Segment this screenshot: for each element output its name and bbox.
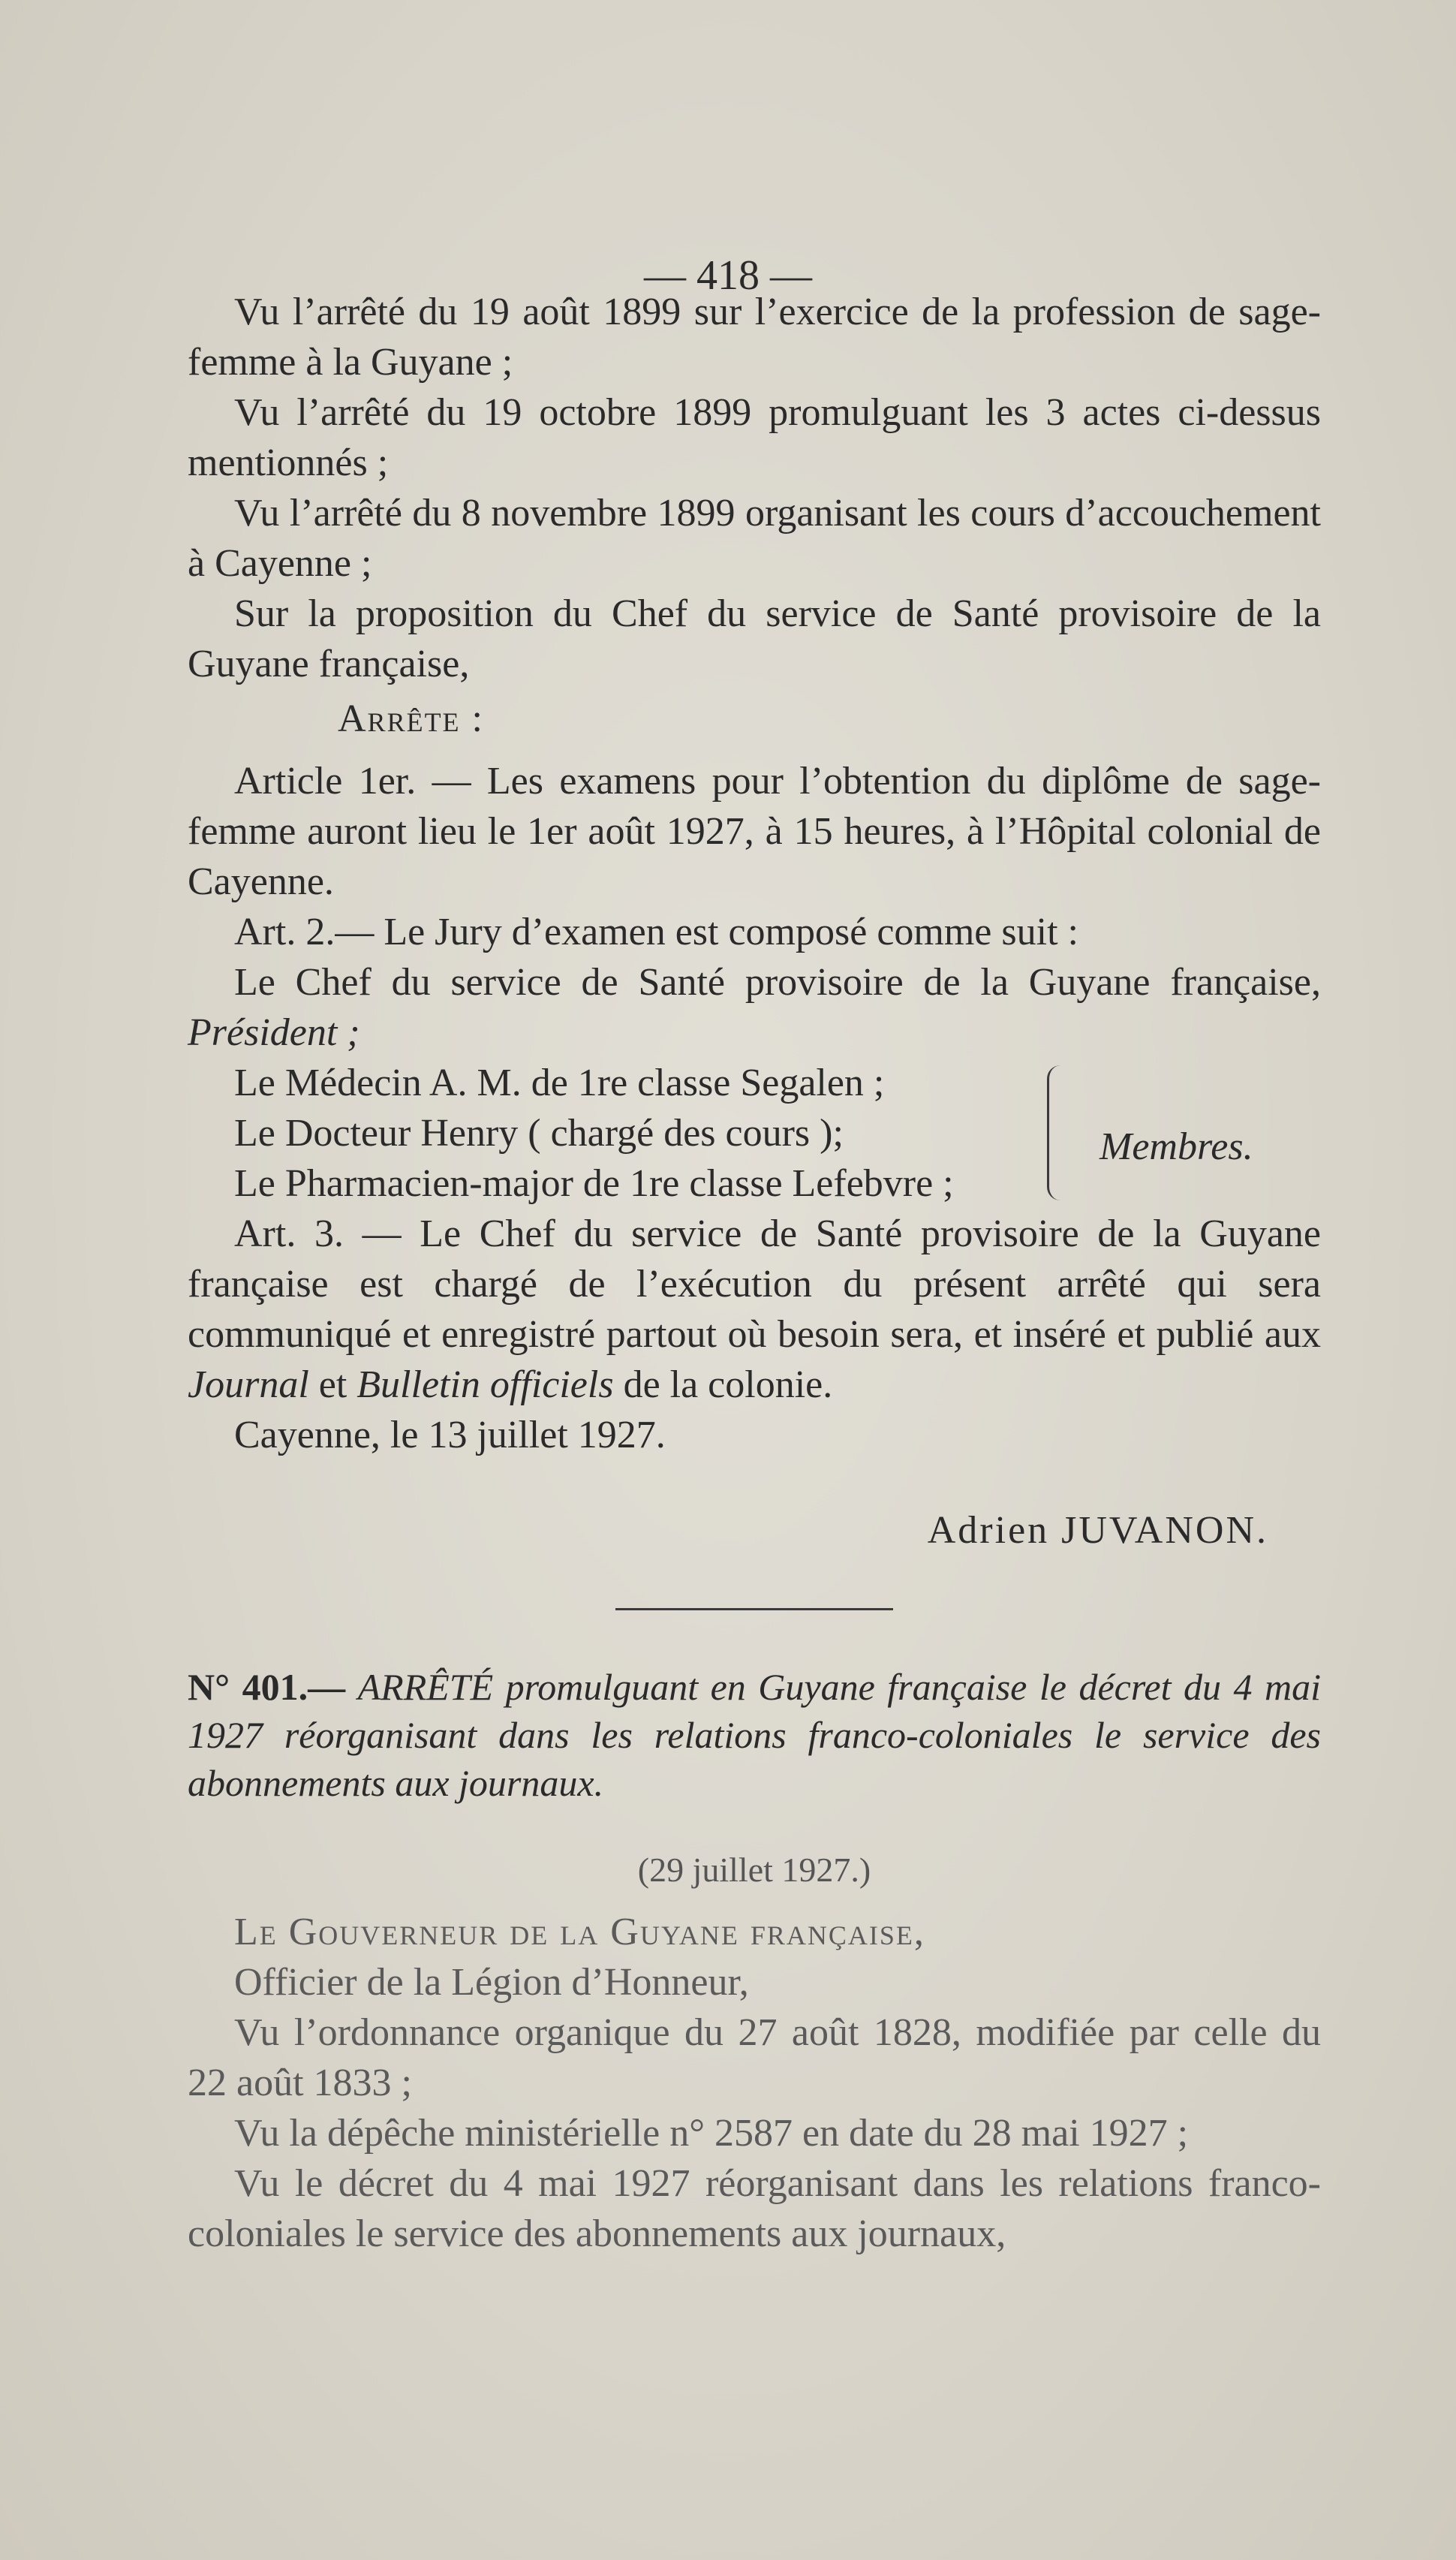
paragraph-depeche: Vu la dépêche ministérielle n° 2587 en date du 28 mai 1927 ; (234, 2112, 1189, 2155)
members-role: Membres. (1100, 1125, 1253, 1168)
paragraph-proposition: Sur la proposition du Chef du service de Santé provisoire de la Guyane française, (188, 592, 1321, 685)
article-2: Art. 2.— Le Jury d’examen est composé comme suit : (234, 911, 1078, 953)
officier-line: Officier de la Légion d’Honneur, (234, 1961, 749, 2004)
arrete-label: Arrête : (338, 697, 484, 740)
paragraph-vu-2: Vu l’arrêté du 19 octobre 1899 promulguant les 3 actes ci-dessus mentionnés ; (188, 391, 1321, 484)
article-3-bulletin: Bulletin officiels (356, 1363, 614, 1406)
paragraph-decret: Vu le décret du 4 mai 1927 réorganisant dans les relations franco-coloniales le service des abonnements aux journaux, (188, 2162, 1321, 2255)
article-1: Article 1er. — Les examens pour l’obtention du diplôme de sage-femme auront lieu le 1er août 1927, à 15 heures, à l’Hôpital colonial de Cayenne. (188, 760, 1321, 903)
signature: Adrien JUVANON. (927, 1509, 1268, 1552)
member-lefebvre: Le Pharmacien-major de 1re classe Lefebvre ; (234, 1162, 954, 1205)
members-list (188, 1058, 1321, 1209)
article-3-journal: Journal (188, 1363, 309, 1406)
member-henry: Le Docteur Henry ( chargé des cours ); (234, 1112, 844, 1155)
paragraph-vu-1: Vu l’arrêté du 19 août 1899 sur l’exercice de la profession de sage-femme à la Guyane ; (188, 291, 1321, 384)
paragraph-ordonnance: Vu l’ordonnance organique du 27 août 1828, modifiée par celle du 22 août 1833 ; (188, 2011, 1321, 2104)
page-number: — 418 — (644, 252, 812, 299)
paragraph-vu-3: Vu l’arrêté du 8 novembre 1899 organisant les cours d’accouchement à Cayenne ; (188, 492, 1321, 585)
president-title: Président ; (188, 1011, 360, 1054)
next-act-heading (188, 1663, 1321, 1807)
place-date: Cayenne, le 13 juillet 1927. (234, 1414, 666, 1456)
article-3 (188, 1209, 1321, 1410)
text-column (188, 248, 1321, 2259)
separator-rule (615, 1608, 893, 1610)
president-line: Le Chef du service de Santé provisoire de la Guyane française, (234, 961, 1321, 1004)
next-act-date: (29 juillet 1927.) (637, 1851, 871, 1889)
next-act-title: ARRÊTÉ promulguant en Guyane française le décret du 4 mai 1927 réorganisant dans les relations franco-coloniales le service des abonnements aux journaux. (188, 1666, 1322, 1804)
article-3-end: de la colonie. (623, 1363, 833, 1406)
president-entry (188, 957, 1321, 1058)
article-3-start: Art. 3. — Le Chef du service de Santé provisoire de la Guyane française est chargé de l’exécution du présent arrêté qui sera communiqué et enregistré partout où besoin sera, et inséré et publié aux (188, 1212, 1321, 1356)
members-brace (1047, 1065, 1067, 1200)
next-act-number: N° 401.— (188, 1666, 346, 1708)
member-segalen: Le Médecin A. M. de 1re classe Segalen ; (234, 1062, 885, 1104)
article-3-and: et (318, 1363, 347, 1406)
gouverneur-line: Le Gouverneur de la Guyane française, (234, 1911, 925, 1953)
